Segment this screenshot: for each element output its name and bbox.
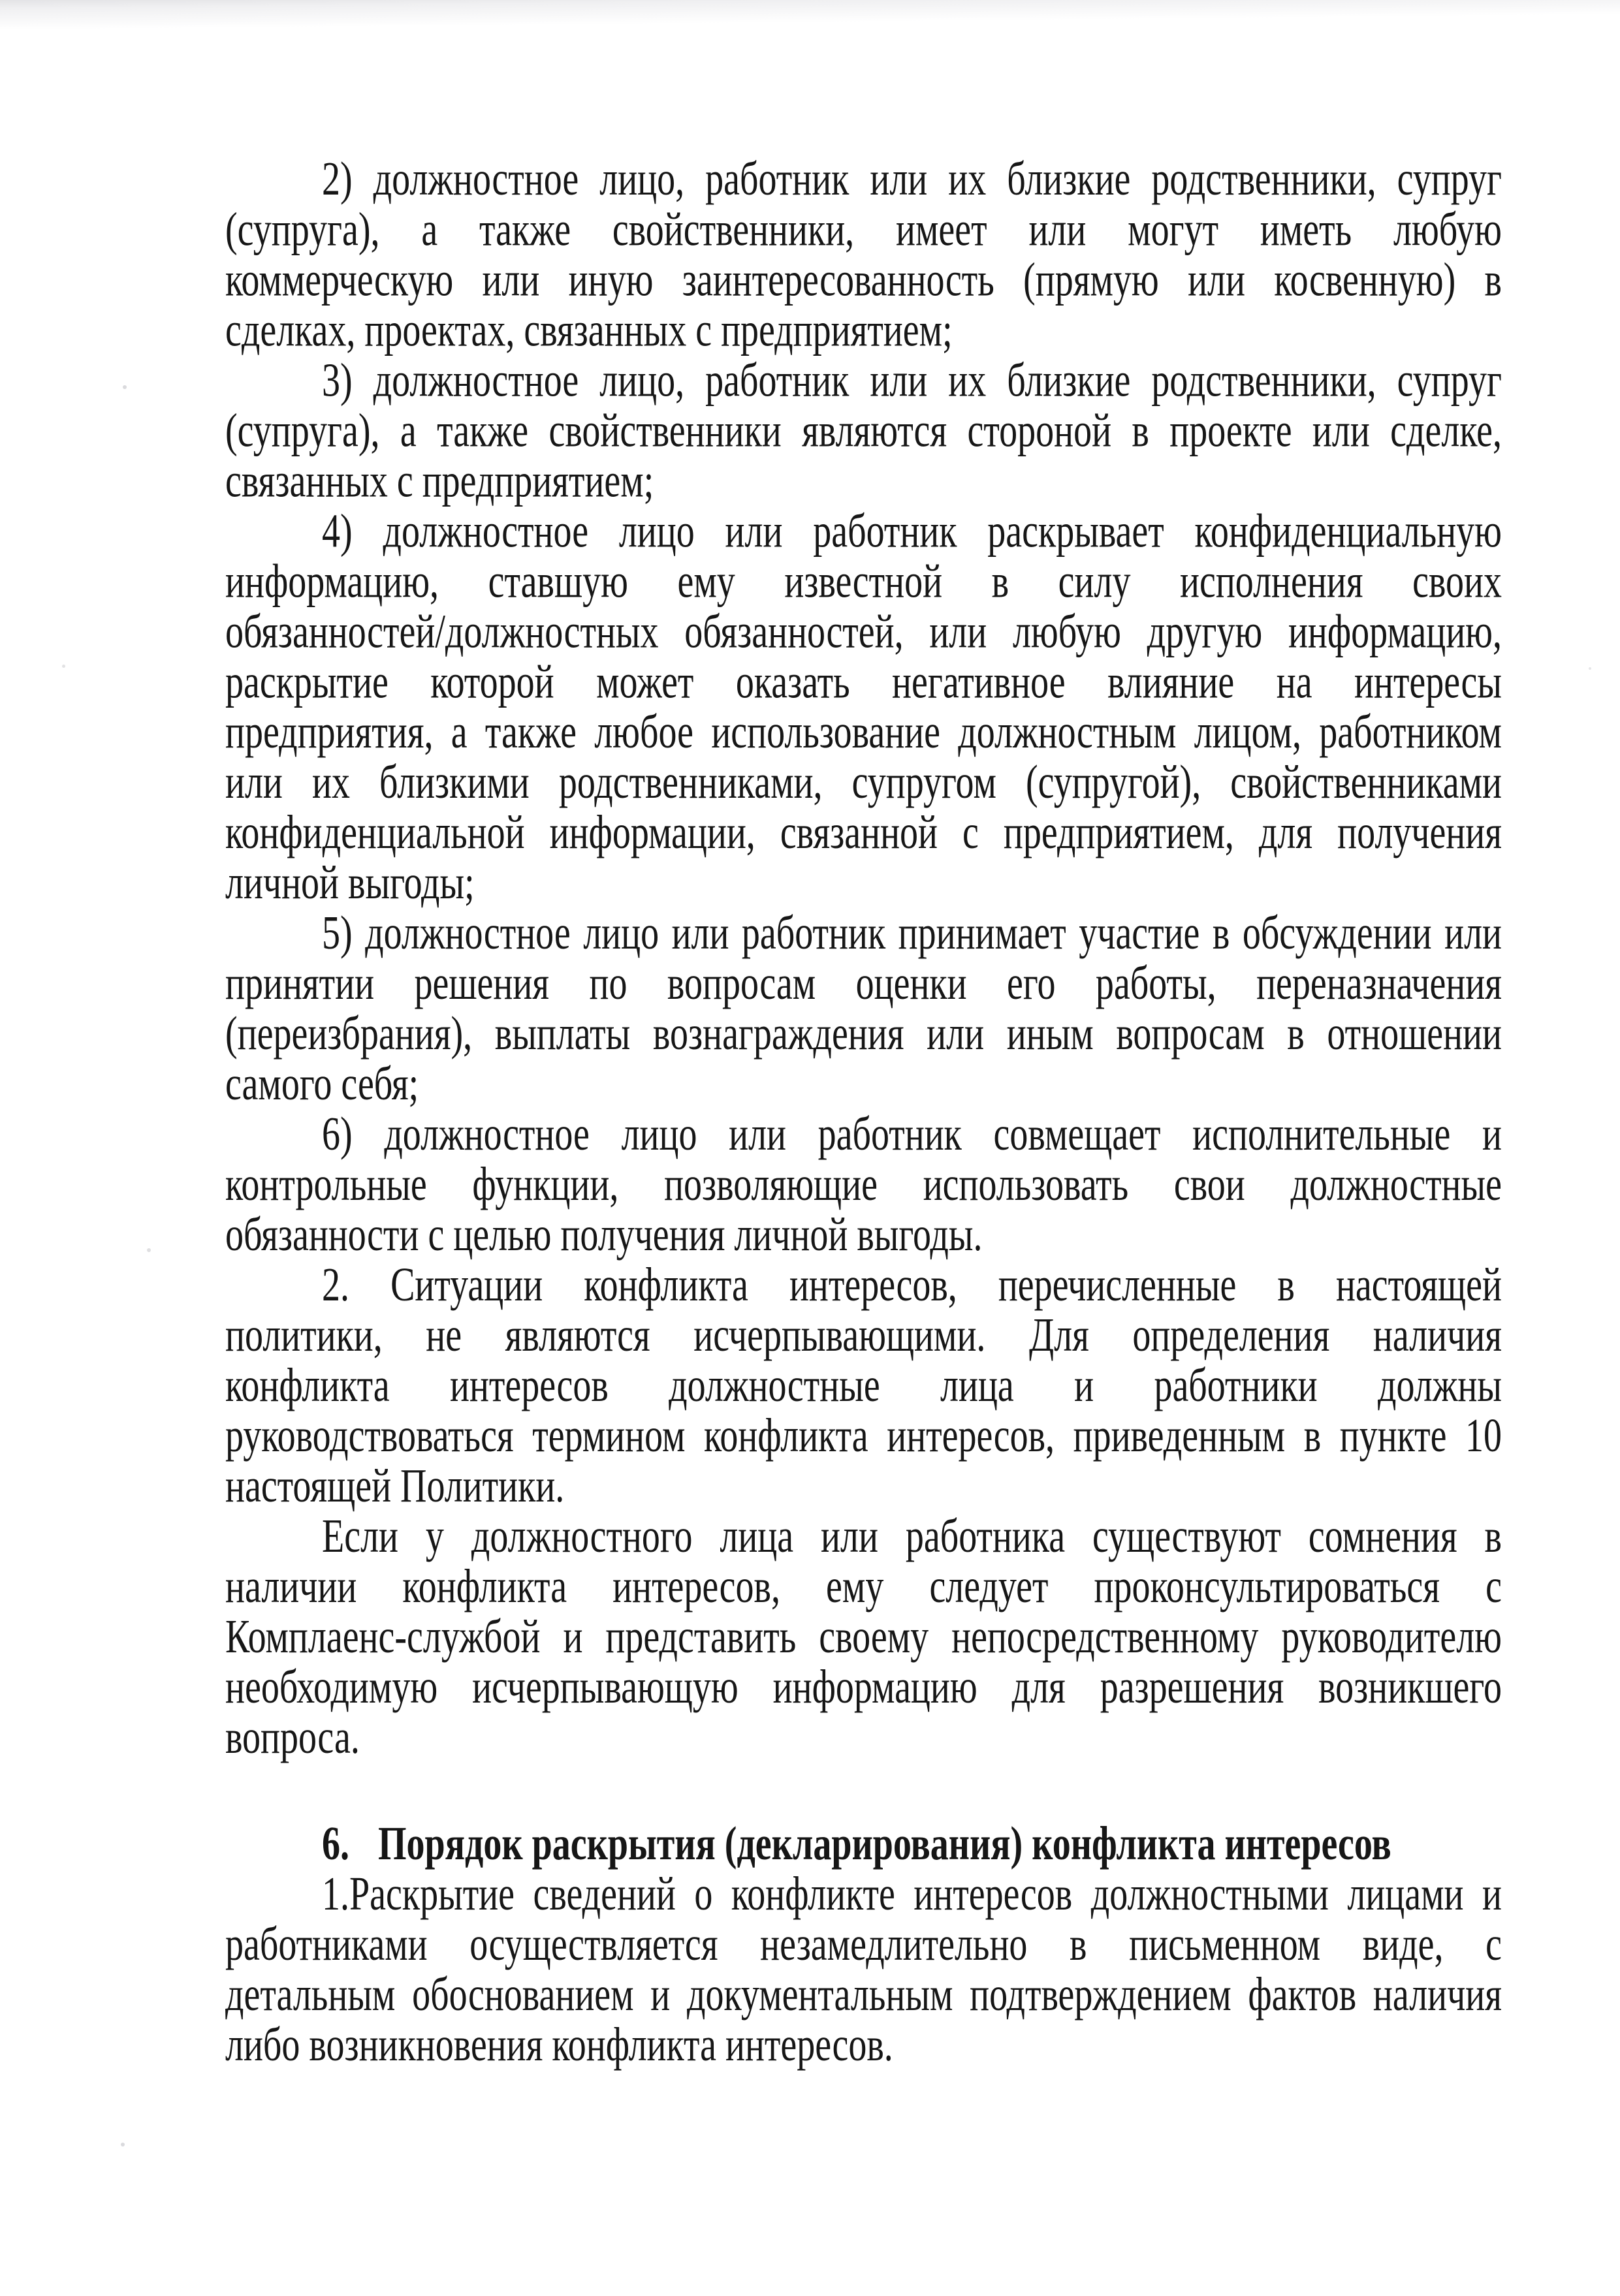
text-line: 2. Ситуации конфликта интересов, перечисленные в настоящей	[322, 1259, 1502, 1312]
text-line: коммерческую или иную заинтересованность (прямую или косвенную) в	[225, 253, 1502, 307]
text-line: необходимую исчерпывающую информацию для разрешения возникшего	[225, 1661, 1502, 1714]
text-line: вопроса.	[225, 1711, 360, 1765]
text-line: информацию, ставшую ему известной в силу исполнения своих	[225, 555, 1502, 608]
text-line: либо возникновения конфликта интересов.	[225, 2019, 893, 2072]
text-line: 5) должностное лицо или работник принимает участие в обсуждении или	[322, 907, 1502, 960]
text-line: наличии конфликта интересов, ему следует проконсультироваться с	[225, 1560, 1502, 1614]
paragraph	[225, 507, 1502, 909]
text-line: 2) должностное лицо, работник или их близкие родственники, супруг	[322, 153, 1502, 206]
text-line: принятии решения по вопросам оценки его работы, переназначения	[225, 957, 1502, 1011]
text-line: конфликта интересов должностные лица и работники должны	[225, 1359, 1502, 1413]
text-line: конфиденциальной информации, связанной с предприятием, для получения	[225, 806, 1502, 860]
text-line: самого себя;	[225, 1058, 419, 1111]
paragraph	[225, 909, 1502, 1110]
scan-speck	[62, 665, 65, 668]
scan-speck	[123, 385, 127, 389]
text-line: обязанности с целью получения личной выгоды.	[225, 1208, 983, 1262]
text-line: личной выгоды;	[225, 857, 475, 910]
text-line: работниками осуществляется незамедлительно в письменном виде, с	[225, 1918, 1502, 1972]
text-line: (супруга), а также свойственники являются стороной в проекте или сделке,	[225, 404, 1502, 458]
section-title: Порядок раскрытия (декларирования) конфликта интересов	[378, 1817, 1391, 1871]
text-line: руководствоваться термином конфликта интересов, приведенным в пункте 10	[225, 1409, 1502, 1463]
scan-speck	[1589, 667, 1591, 670]
text-line: Если у должностного лица или работника существуют сомнения в	[322, 1510, 1502, 1564]
text-line: 1.Раскрытие сведений о конфликте интересов должностными лицами и	[322, 1868, 1502, 1921]
text-line: сделках, проектах, связанных с предприятием;	[225, 304, 953, 357]
paragraph	[225, 1512, 1502, 1763]
text-line: связанных с предприятием;	[225, 454, 654, 508]
text-line: 4) должностное лицо или работник раскрывает конфиденциальную	[322, 505, 1502, 558]
scan-speck	[121, 2143, 125, 2147]
paragraph	[225, 1261, 1502, 1512]
text-line: предприятия, а также любое использование должностным лицом, работником	[225, 706, 1502, 759]
text-line: настоящей Политики.	[225, 1460, 565, 1513]
text-line: политики, не являются исчерпывающими. Для определения наличия	[225, 1309, 1502, 1362]
text-line: 3) должностное лицо, работник или их близкие родственники, супруг	[322, 354, 1502, 407]
text-line: раскрытие которой может оказать негативное влияние на интересы	[225, 655, 1502, 709]
text-line: обязанностей/должностных обязанностей, или любую другую информацию,	[225, 605, 1502, 659]
text-line: 6) должностное лицо или работник совмещает исполнительные и	[322, 1108, 1502, 1161]
section-number: 6.	[322, 1817, 349, 1871]
document-text	[225, 155, 1502, 2071]
text-line: Комплаенс-службой и представить своему непосредственному руководителю	[225, 1611, 1502, 1664]
text-line: или их близкими родственниками, супругом (супругой), свойственниками	[225, 756, 1502, 810]
paragraph	[225, 155, 1502, 356]
scan-edge-shadow	[0, 0, 1620, 30]
paragraph	[225, 1870, 1502, 2071]
paragraph	[225, 356, 1502, 507]
text-line: (переизбрания), выплаты вознаграждения или иным вопросам в отношении	[225, 1007, 1502, 1061]
scan-speck	[147, 1248, 151, 1252]
paragraph	[225, 1110, 1502, 1261]
text-line: детальным обоснованием и документальным подтверждением фактов наличия	[225, 1968, 1502, 2022]
text-line: (супруга), а также свойственники, имеет или могут иметь любую	[225, 203, 1502, 257]
text-line: контрольные функции, позволяющие использовать свои должностные	[225, 1158, 1502, 1212]
